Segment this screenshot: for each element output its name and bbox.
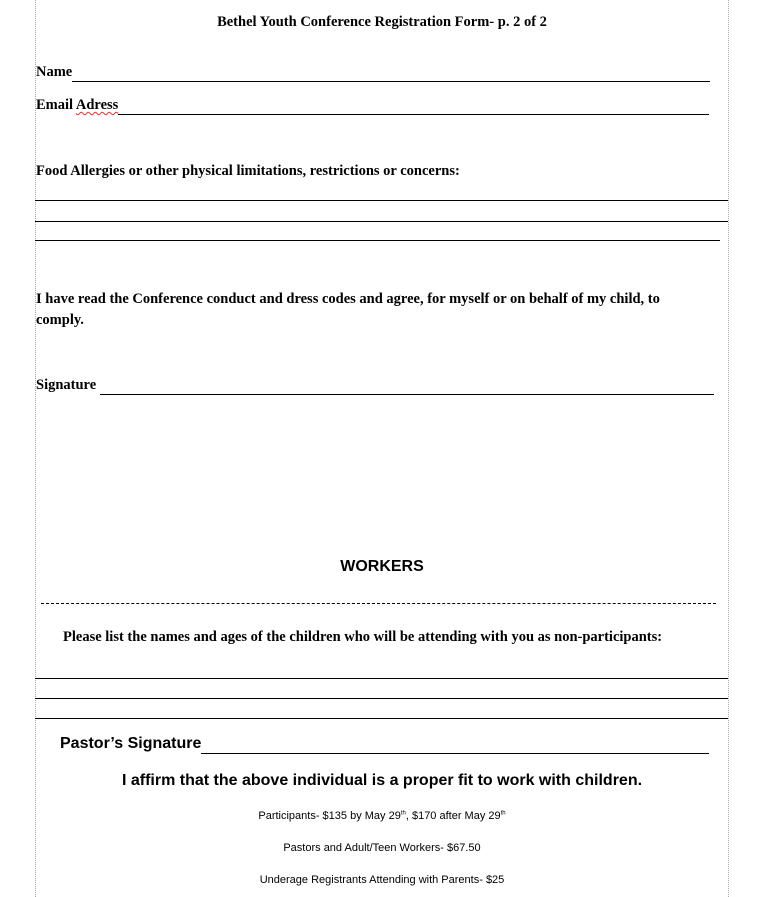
email-label-misspelled: Adress	[75, 97, 119, 113]
children-line-2[interactable]	[35, 698, 728, 699]
name-field[interactable]	[36, 64, 712, 82]
signature-label: Signature	[36, 377, 100, 393]
participants-text-a: Participants- $135 by May 29	[258, 810, 401, 822]
workers-heading: WORKERS	[340, 558, 424, 575]
allergies-line-3[interactable]	[35, 240, 720, 241]
agreement-line-2: comply.	[36, 312, 84, 328]
left-margin-guide	[35, 0, 36, 897]
email-input-line[interactable]	[118, 97, 709, 115]
pricing-participants	[0, 810, 764, 822]
name-input-line[interactable]	[72, 64, 710, 82]
participants-sup-2: th	[500, 810, 506, 817]
pastor-signature-input-line[interactable]	[201, 735, 709, 754]
pricing-underage: Underage Registrants Attending with Parents- $25	[259, 874, 505, 886]
agreement-line-1: I have read the Conference conduct and dress codes and agree, for myself or on behalf of my child, to	[36, 291, 660, 307]
children-line-1[interactable]	[35, 678, 728, 679]
children-line-3[interactable]	[35, 718, 728, 719]
pastor-signature-field[interactable]	[60, 735, 709, 754]
right-margin-guide	[728, 0, 729, 897]
signature-field[interactable]	[36, 377, 720, 395]
allergies-label: Food Allergies or other physical limitations, restrictions or concerns:	[36, 163, 460, 179]
children-prompt: Please list the names and ages of the children who will be attending with you as non-participants:	[63, 629, 663, 645]
participants-sup-1: th	[400, 810, 406, 817]
signature-input-line[interactable]	[100, 377, 714, 395]
allergies-line-1[interactable]	[35, 200, 728, 201]
pricing-workers: Pastors and Adult/Teen Workers- $67.50	[283, 842, 481, 854]
allergies-line-2[interactable]	[35, 221, 728, 222]
name-label: Name	[36, 64, 73, 80]
email-field[interactable]	[36, 97, 716, 115]
pastor-signature-label: Pastor’s Signature	[60, 735, 202, 752]
email-label: Email	[36, 97, 76, 113]
affirmation-text: I affirm that the above individual is a proper fit to work with children.	[121, 772, 643, 789]
participants-text-b: , $170 after May 29	[405, 810, 501, 822]
form-title: Bethel Youth Conference Registration Form- p. 2 of 2	[217, 14, 547, 30]
dashed-separator	[41, 603, 716, 604]
